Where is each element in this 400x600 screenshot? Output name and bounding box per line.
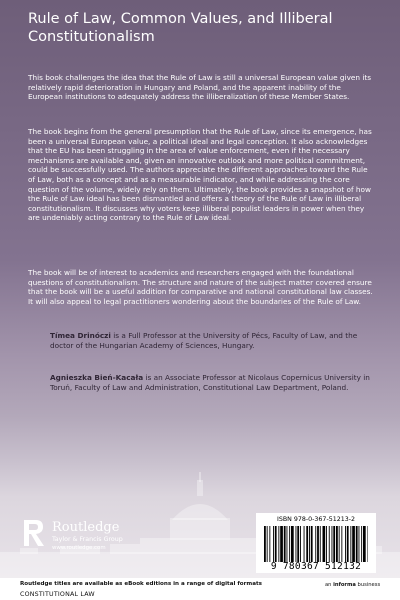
barcode-bar (291, 526, 294, 562)
informa-word: informa (333, 582, 356, 588)
author-bio-text-1: is a Full Professor at the University of Pécs, Faculty of Law, and the doctor of the Hungarian Academy of Sciences, Hungary. (50, 331, 358, 350)
informa-business-note (325, 582, 380, 589)
barcode-bar (356, 526, 358, 562)
author-bio-text-2: is an Associate Professor at Nicolaus Copernicus University in Toruń, Faculty of Law and Administration, Constitutional Law Department, Poland. (50, 373, 370, 392)
barcode-bar (363, 526, 366, 562)
barcode-bar (284, 526, 286, 562)
description-paragraph-1: This book challenges the idea that the Rule of Law is still a universal European value given its relatively rapid deterioration in Hungary and Poland, and the apparent inability of the European institutions to adequately address the illiberalization of these Member States. (28, 73, 372, 102)
isbn-barcode-block (256, 513, 376, 573)
barcode-bar (315, 526, 316, 562)
publisher-group: Taylor & Francis Group (52, 536, 123, 543)
barcode-bar (280, 526, 283, 562)
subject-category: CONSTITUTIONAL LAW (20, 591, 95, 598)
barcode-bar (359, 526, 360, 562)
barcode-bar (306, 526, 308, 562)
barcode-bar (345, 526, 346, 562)
author-bio-1 (50, 331, 374, 350)
barcode-bar (304, 526, 305, 562)
barcode-bar (336, 526, 338, 562)
ebook-note: Routledge titles are available as eBook editions in a range of digital formats (20, 581, 262, 587)
barcode-bar (289, 526, 290, 562)
barcode-bar (309, 526, 310, 562)
barcode-bar (320, 526, 321, 562)
routledge-logo-icon (20, 518, 46, 548)
barcode-bar (267, 526, 268, 562)
barcode-bar (339, 526, 340, 562)
barcode-bar (278, 526, 279, 562)
informa-suffix: business (355, 582, 381, 588)
barcode-bar (269, 526, 270, 562)
author-name-1: Tímea Drinóczi (50, 331, 111, 340)
barcode-digits: 9 780367 512132 (270, 561, 362, 572)
barcode-bar (300, 526, 301, 562)
barcode-bar (333, 526, 335, 562)
author-name-2: Agnieszka Bień-Kacała (50, 373, 144, 382)
barcode-bar (273, 526, 274, 562)
barcode-bar (332, 526, 333, 562)
barcode-bar (297, 526, 299, 562)
barcode-bar (368, 526, 369, 562)
barcode-bar (287, 526, 288, 562)
barcode-bar (326, 526, 327, 562)
publisher-name: Routledge (52, 520, 120, 535)
publisher-url: www.routledge.com (52, 545, 106, 551)
barcode-bar (350, 526, 351, 562)
author-bio-2 (50, 373, 374, 392)
barcode-bar (347, 526, 349, 562)
informa-prefix: an (325, 582, 334, 588)
barcode-bar (352, 526, 355, 562)
barcode-bar (361, 526, 362, 562)
barcode-bar (341, 526, 342, 562)
isbn-label: ISBN 978-0-367-51213-2 (276, 516, 356, 523)
description-paragraph-2: The book begins from the general presumption that the Rule of Law, since its emergence, has been a universal European value, a political ideal and legal conception. It also acknowledges that the EU has been struggling in the area of value enforcement, even if the necessary mechanisms are available and, given an innovative outlook and more political commitment, could be successfully used. The authors appreciate the different approaches toward the Rule of Law, both as a concept and as a measurable indicator, and while addressing the core question of the volume, widely rely on them. Ultimately, the book provides a snapshot of how the Rule of Law ideal has been dismantled and offers a theory of the Rule of Law in illiberal constitutionalism. It discusses why voters keep illiberal populist leaders in power when they are undeniably acting contrary to the Rule of Law ideal. (28, 127, 372, 223)
book-title: Rule of Law, Common Values, and Illiberal Constitutionalism (28, 11, 333, 45)
barcode-bar (311, 526, 313, 562)
barcode-bar (329, 526, 330, 562)
barcode-bar (264, 526, 266, 562)
barcode-graphic (264, 526, 368, 562)
description-paragraph-3: The book will be of interest to academics and researchers engaged with the foundational questions of constitutionalism. The structure and nature of the subject matter covered ensure that the book will be a useful addition for comparative and national constitutional law classes. It will also appeal to legal practitioners wondering about the boundaries of the Rule of Law. (28, 268, 373, 306)
barcode-bar (323, 526, 326, 562)
barcode-bar (296, 526, 297, 562)
barcode-bar (275, 526, 277, 562)
publisher-logo (20, 518, 180, 560)
barcode-bar (317, 526, 319, 562)
